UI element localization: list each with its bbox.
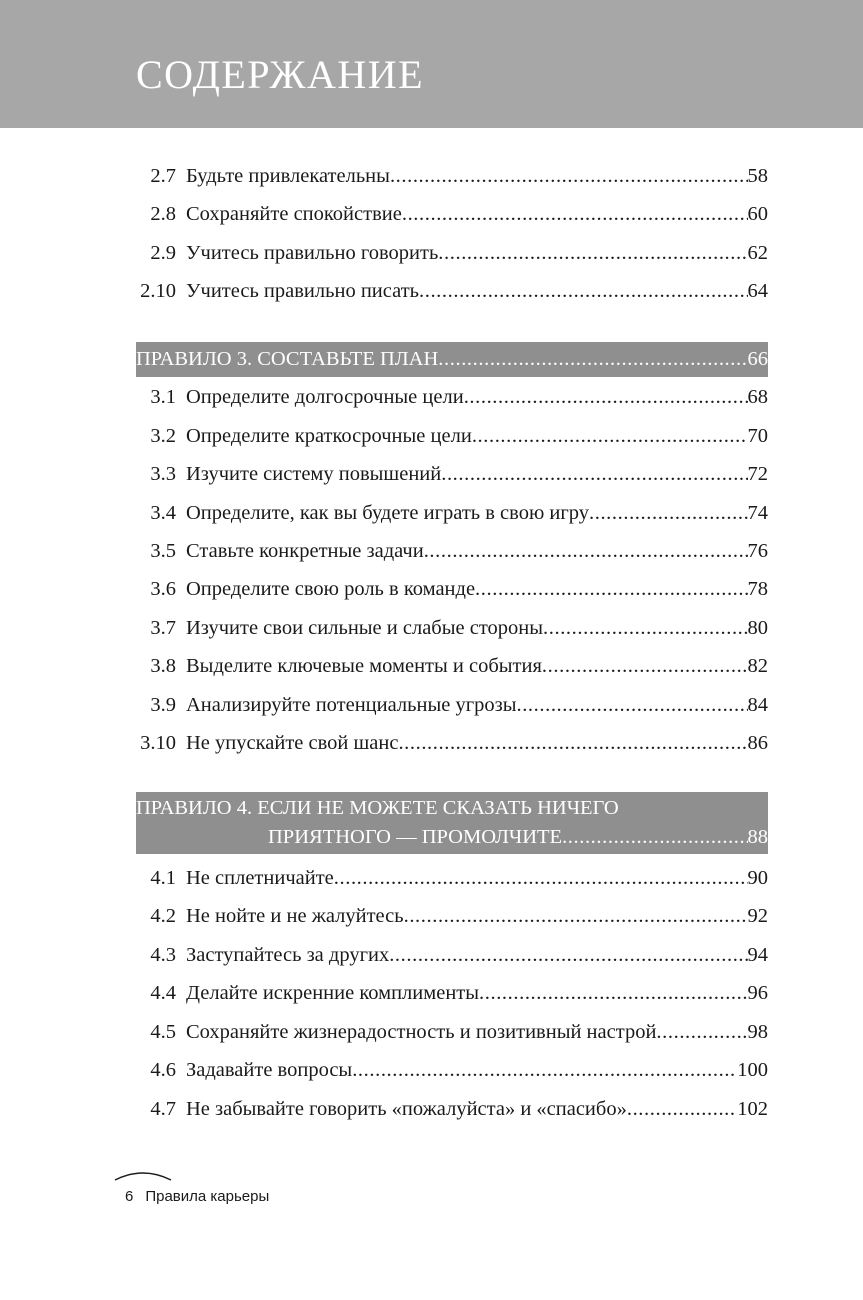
entry-number: 4.5 <box>150 1021 176 1043</box>
entry-page: 84 <box>747 694 768 716</box>
rule-4-page: 88 <box>747 826 768 848</box>
toc-entry-4-2[interactable] <box>136 901 768 931</box>
entry-title: Учитесь правильно говорить <box>186 242 439 264</box>
dot-leader <box>516 690 747 720</box>
dot-leader <box>390 161 748 191</box>
toc-entry-3-1[interactable] <box>136 382 768 412</box>
footer-book-title: Правила карьеры <box>145 1188 270 1205</box>
entry-title: Не забывайте говорить «пожалуйста» и «спасибо» <box>186 1098 627 1120</box>
dot-leader <box>472 421 748 451</box>
entry-title: Не нойте и не жалуйтесь <box>186 905 404 927</box>
entry-page: 74 <box>747 502 768 524</box>
entry-number: 3.7 <box>150 617 176 639</box>
toc-entry-2-8[interactable] <box>136 199 768 229</box>
entry-number: 4.3 <box>150 944 176 966</box>
entry-title: Сохраняйте спокойствие <box>186 203 402 225</box>
toc-entry-3-8[interactable] <box>136 651 768 681</box>
entry-number: 3.1 <box>150 386 176 408</box>
entry-page: 100 <box>737 1059 768 1081</box>
entry-number: 3.3 <box>150 463 176 485</box>
entry-number: 2.8 <box>150 203 176 225</box>
entry-page: 76 <box>747 540 768 562</box>
rule-4-title-line-1: ПРАВИЛО 4. ЕСЛИ НЕ МОЖЕТЕ СКАЗАТЬ НИЧЕГО <box>136 797 619 819</box>
rule-3-heading[interactable] <box>136 342 768 377</box>
entry-title: Анализируйте потенциальные угрозы <box>186 694 517 716</box>
entry-number: 3.2 <box>150 425 176 447</box>
entry-title: Будьте привлекательны <box>186 165 390 187</box>
dot-leader <box>334 863 748 893</box>
entry-page: 92 <box>747 905 768 927</box>
rule-4-title-line-2: ПРИЯТНОГО — ПРОМОЛЧИТЕ <box>268 826 563 848</box>
entry-number: 3.9 <box>150 694 176 716</box>
footer-arc-ornament <box>113 1168 173 1182</box>
entry-page: 72 <box>747 463 768 485</box>
entry-page: 80 <box>747 617 768 639</box>
entry-title: Определите свою роль в команде <box>186 578 476 600</box>
rule-4-line-2 <box>136 823 768 852</box>
toc-entry-2-7[interactable] <box>136 161 768 191</box>
entry-number: 4.4 <box>150 982 176 1004</box>
entry-number: 3.8 <box>150 655 176 677</box>
page-footer <box>125 1188 269 1205</box>
entry-number: 3.4 <box>150 502 176 524</box>
entry-title: Делайте искренние комплименты <box>186 982 480 1004</box>
rule-3-title: ПРАВИЛО 3. СОСТАВЬТЕ ПЛАН <box>136 348 439 370</box>
dot-leader <box>419 276 748 306</box>
rule-4-heading[interactable] <box>136 792 768 854</box>
dot-leader <box>543 613 747 643</box>
toc-entry-3-2[interactable] <box>136 421 768 451</box>
entry-title: Изучите систему повышений <box>186 463 442 485</box>
toc-entry-4-7[interactable] <box>136 1094 768 1124</box>
dot-leader <box>542 651 748 681</box>
entry-number: 2.9 <box>150 242 176 264</box>
dot-leader <box>441 459 747 489</box>
dot-leader <box>404 901 748 931</box>
entry-number: 3.10 <box>140 732 176 754</box>
dot-leader <box>464 382 748 412</box>
dot-leader <box>589 498 748 528</box>
entry-page: 90 <box>747 867 768 889</box>
toc-entry-3-4[interactable] <box>136 498 768 528</box>
toc-entry-3-10[interactable] <box>136 728 768 758</box>
dot-leader <box>402 199 748 229</box>
dot-leader <box>398 728 747 758</box>
toc-entry-3-7[interactable] <box>136 613 768 643</box>
entry-number: 4.7 <box>150 1098 176 1120</box>
toc-entry-3-5[interactable] <box>136 536 768 566</box>
entry-title: Заступайтесь за других <box>186 944 390 966</box>
toc-entry-3-3[interactable] <box>136 459 768 489</box>
entry-number: 3.6 <box>150 578 176 600</box>
entry-page: 64 <box>747 280 768 302</box>
entry-page: 94 <box>747 944 768 966</box>
entry-title: Сохраняйте жизнерадостность и позитивный настрой <box>186 1021 657 1043</box>
entry-number: 3.5 <box>150 540 176 562</box>
rule-3-page: 66 <box>747 348 768 370</box>
toc-entry-4-3[interactable] <box>136 940 768 970</box>
entry-title: Изучите свои сильные и слабые стороны <box>186 617 544 639</box>
toc-entry-4-5[interactable] <box>136 1017 768 1047</box>
entry-number: 4.2 <box>150 905 176 927</box>
footer-page-number: 6 <box>125 1188 134 1205</box>
entry-number: 2.10 <box>140 280 176 302</box>
entry-page: 78 <box>747 578 768 600</box>
entry-number: 4.1 <box>150 867 176 889</box>
entry-title: Определите краткосрочные цели <box>186 425 472 447</box>
entry-number: 2.7 <box>150 165 176 187</box>
entry-page: 102 <box>737 1098 768 1120</box>
entry-page: 62 <box>747 242 768 264</box>
entry-page: 58 <box>747 165 768 187</box>
entry-title: Задавайте вопросы <box>186 1059 353 1081</box>
dot-leader <box>475 574 747 604</box>
rule-4-line-1 <box>136 794 768 823</box>
toc-entry-3-9[interactable] <box>136 690 768 720</box>
entry-page: 60 <box>747 203 768 225</box>
entry-title: Определите, как вы будете играть в свою игру <box>186 502 589 524</box>
dot-leader <box>562 823 747 852</box>
dot-leader <box>424 536 748 566</box>
page-title: СОДЕРЖАНИЕ <box>136 52 425 97</box>
dot-leader <box>479 978 747 1008</box>
dot-leader <box>627 1094 737 1124</box>
entry-page: 68 <box>747 386 768 408</box>
header-band <box>0 0 863 128</box>
toc-entry-4-1[interactable] <box>136 863 768 893</box>
entry-page: 82 <box>747 655 768 677</box>
entry-title: Не упускайте свой шанс <box>186 732 399 754</box>
toc-entry-3-6[interactable] <box>136 574 768 604</box>
entry-title: Ставьте конкретные задачи <box>186 540 424 562</box>
entry-number: 4.6 <box>150 1059 176 1081</box>
dot-leader <box>656 1017 747 1047</box>
dot-leader <box>389 940 747 970</box>
dot-leader <box>352 1055 737 1085</box>
dot-leader <box>438 238 747 268</box>
entry-title: Не сплетничайте <box>186 867 334 889</box>
entry-page: 70 <box>747 425 768 447</box>
entry-page: 86 <box>747 732 768 754</box>
dot-leader <box>438 342 747 377</box>
entry-title: Учитесь правильно писать <box>186 280 419 302</box>
entry-title: Выделите ключевые моменты и события <box>186 655 542 677</box>
toc-entry-4-4[interactable] <box>136 978 768 1008</box>
toc-entry-2-10[interactable] <box>136 276 768 306</box>
entry-title: Определите долгосрочные цели <box>186 386 464 408</box>
toc-entry-2-9[interactable] <box>136 238 768 268</box>
entry-page: 98 <box>747 1021 768 1043</box>
toc-entry-4-6[interactable] <box>136 1055 768 1085</box>
entry-page: 96 <box>747 982 768 1004</box>
